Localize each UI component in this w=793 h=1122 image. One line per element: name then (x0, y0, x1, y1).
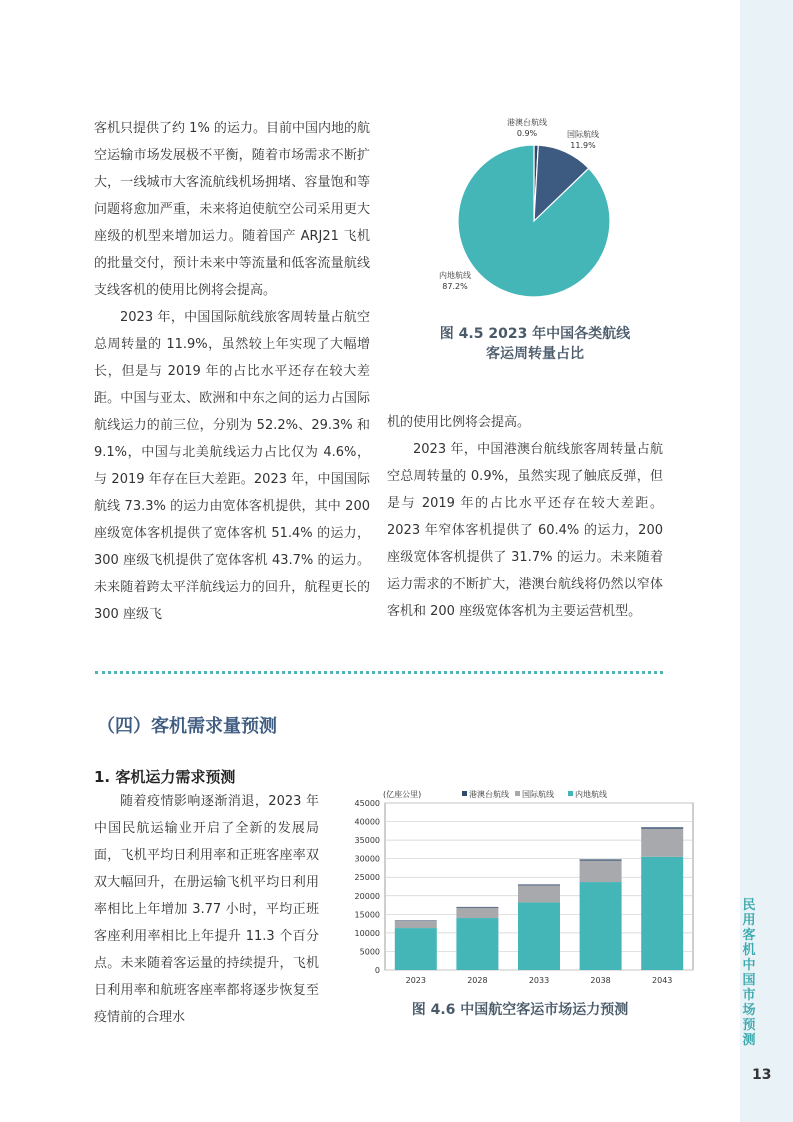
legend-swatch (568, 791, 573, 796)
bar-segment (580, 861, 622, 883)
y-tick-label: 45000 (354, 799, 380, 808)
bar-segment (641, 857, 683, 970)
y-tick-label: 15000 (354, 910, 380, 920)
right-paragraph-2: 2023 年，中国港澳台航线旅客周转量占航空总周转量的 0.9%，虽然实现了触底反弹，但是与 2019 年的占比水平还存在较大差距。2023 年窄体客机提供了 60.4% 的运力，200 座级宽体客机提供了 31.7% 的运力。未来随着运力需求的不断扩大，港澳台航线将仍然以窄体客机和 200 座级宽体客机为主要运营机型。 (387, 442, 663, 619)
sidebar-title: 民用客机中国市场预测 (742, 898, 756, 1048)
figure-4-6-caption: 图 4.6 中国航空客运市场运力预测 (411, 1002, 629, 1018)
section-text (94, 788, 319, 1031)
bar-segment (456, 907, 498, 908)
pie-label-2: 内地航线 (439, 271, 471, 280)
y-tick-label: 30000 (354, 854, 380, 864)
pie-chart (415, 115, 675, 305)
section-heading: （四）客机需求量预测 (97, 716, 277, 737)
right-column-text (387, 409, 663, 625)
x-tick-label: 2023 (405, 976, 426, 985)
section-divider (95, 671, 663, 674)
bar-segment (456, 918, 498, 970)
y-tick-label: 5000 (359, 947, 380, 957)
bar-segment (395, 921, 437, 928)
left-paragraph-1: 客机只提供了约 1% 的运力。目前中国内地的航空运输市场发展极不平衡，随着市场需求不断扩大，一线城市大客流航线机场拥堵、容量饱和等问题将愈加严重，未来将迫使航空公司采用更大座级的机型来增加运力。随着国产 ARJ21 飞机的批量交付，预计未来中等流量和低客流量航线支线客机的使用比例将会提高。 (94, 121, 370, 298)
page-number: 13 (752, 1067, 772, 1083)
legend-swatch (462, 791, 467, 796)
pie-value-label-1: 11.9% (570, 141, 596, 150)
left-column-text (94, 115, 370, 628)
legend-label: 港澳台航线 (469, 790, 509, 799)
x-tick-label: 2043 (652, 976, 673, 985)
y-tick-label: 20000 (354, 891, 380, 901)
bar-segment (518, 884, 560, 885)
y-tick-label: 35000 (354, 836, 380, 846)
bar-segment (641, 829, 683, 857)
bar-segment (580, 859, 622, 860)
pie-label-0: 港澳台航线 (507, 118, 547, 127)
bar-segment (456, 908, 498, 918)
x-tick-label: 2033 (528, 976, 550, 985)
bar-segment (580, 882, 622, 970)
bar-segment (518, 885, 560, 902)
bar-segment (395, 920, 437, 921)
bar-segment (641, 827, 683, 828)
pie-value-label-2: 87.2% (442, 282, 468, 291)
y-tick-label: 40000 (354, 817, 380, 827)
y-tick-label: 0 (374, 966, 380, 975)
figure-4-5-caption-line2: 客运周转量占比 (486, 346, 584, 362)
legend-swatch (515, 791, 520, 796)
y-tick-label: 10000 (354, 928, 380, 938)
section-paragraph: 随着疫情影响逐渐消退，2023 年中国民航运输业开启了全新的发展局面，飞机平均日利用率和正班客座率双双大幅回升，在册运输飞机平均日利用率相比上年增加 3.77 小时，平均正班客座利用率相比上年提升 11.3 个百分点。未来随着客运量的持续提升，飞机日利用率和航班客座率都将逐步恢复至疫情前的合理水 (94, 794, 319, 1025)
bar-segment (518, 902, 560, 970)
bar-segment (395, 928, 437, 970)
legend-label: 国际航线 (522, 790, 554, 799)
figure-4-5-caption-line1: 图 4.5 2023 年中国各类航线 (439, 326, 631, 342)
y-tick-label: 25000 (354, 873, 380, 883)
pie-value-label-0: 0.9% (516, 129, 538, 138)
right-paragraph-1: 机的使用比例将会提高。 (387, 415, 531, 430)
legend-label: 内地航线 (575, 790, 607, 799)
x-tick-label: 2028 (467, 976, 488, 985)
subsection-heading: 1. 客机运力需求预测 (94, 768, 236, 786)
left-paragraph-2: 2023 年，中国国际航线旅客周转量占航空总周转量的 11.9%，虽然较上年实现了大幅增长，但是与 2019 年的占比水平还存在较大差距。中国与亚太、欧洲和中东之间的运力占国际航线运力的前三位，分别为 52.2%、29.3% 和 9.1%，中国与北美航线运力占比仅为 4.6%，与 2019 年存在巨大差距。2023 年，中国国际航线 73.3% 的运力由宽体客机提供，其中 200 座级宽体客机提供了宽体客机 51.4% 的运力，300 座级飞机提供了宽体客机 43.7% 的运力。未来随着跨太平洋航线运力的回升，航程更长的 300 座级飞 (94, 310, 370, 622)
pie-label-1: 国际航线 (567, 130, 599, 139)
figure-4-5-caption (395, 324, 675, 364)
y-axis-label: (亿座公里) (383, 790, 422, 799)
stacked-bar-chart (340, 785, 700, 990)
x-tick-label: 2038 (590, 976, 611, 985)
